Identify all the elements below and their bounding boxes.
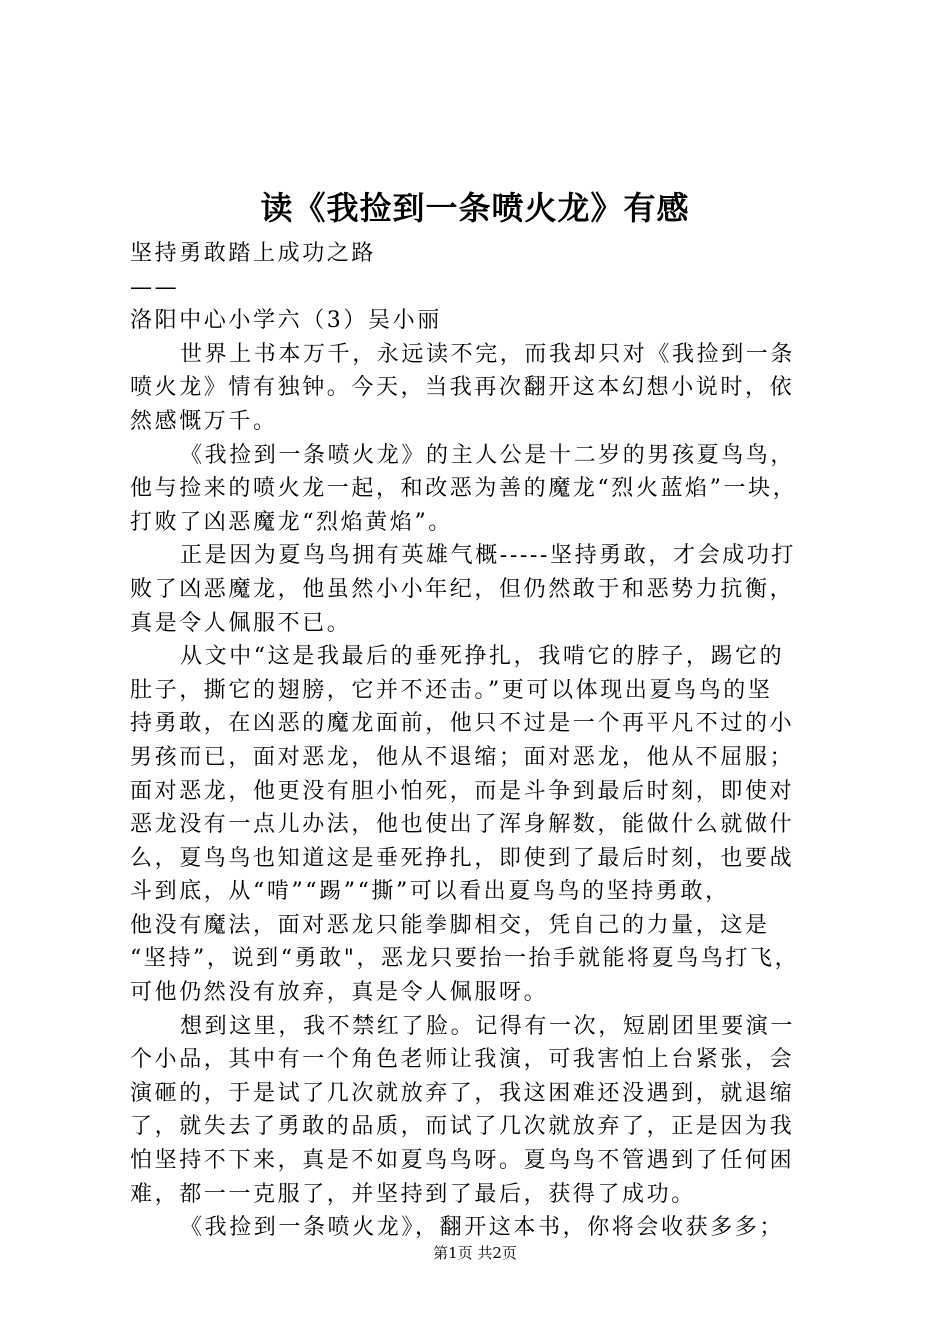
paragraph-line: 他与捡来的喷火龙一起，和改恶为善的魔龙“烈火蓝焰”一块， [130, 476, 798, 502]
paragraph-line: 真是令人佩服不已。 [130, 610, 352, 636]
paragraph-line: 世界上书本万千，永远读不完，而我却只对《我捡到一条 [180, 341, 796, 367]
paragraph-line: 么，夏鸟鸟也知道这是垂死挣扎，即使到了最后时刻，也要战 [130, 845, 795, 871]
paragraph-line: 《我捡到一条喷火龙》的主人公是十二岁的男孩夏鸟鸟， [180, 442, 796, 468]
paragraph [130, 1211, 850, 1245]
paragraph [130, 640, 850, 1010]
paragraph-line: 演砸的，于是试了几次就放弃了，我这困难还没遇到，就退缩 [130, 1080, 795, 1106]
paragraph-line: 正是因为夏鸟鸟拥有英雄气概-----坚持勇敢，才会成功打 [180, 543, 796, 569]
paragraph [130, 338, 850, 439]
paragraph-line: 想到这里，我不禁红了脸。记得有一次，短剧团里要演一 [180, 1013, 796, 1039]
paragraph-line: 打败了凶恶魔龙“烈焰黄焰”。 [130, 509, 453, 535]
paragraph-line: 然感慨万千。 [130, 408, 278, 434]
paragraph-line: 个小品，其中有一个角色老师让我演，可我害怕上台紧张，会 [130, 1047, 795, 1073]
paragraph-line: 怕坚持不下来，真是不如夏鸟鸟呀。夏鸟鸟不管遇到了任何困 [130, 1148, 795, 1174]
paragraph-line: 持勇敢，在凶恶的魔龙面前，他只不过是一个再平凡不过的小 [130, 711, 795, 737]
paragraph-line: 面对恶龙，他更没有胆小怕死，而是斗争到最后时刻，即使对 [130, 778, 795, 804]
paragraph-line: 可他仍然没有放弃，真是令人佩服呀。 [130, 980, 549, 1006]
document-title: 读《我捡到一条喷火龙》有感 [260, 189, 690, 227]
paragraph-line: 斗到底，从“啃”“踢”“撕”可以看出夏鸟鸟的坚持勇敢， [130, 879, 730, 905]
paragraph-line: 从文中“这是我最后的垂死挣扎，我啃它的脖子，踢它的 [180, 644, 785, 670]
paragraph-line: 《我捡到一条喷火龙》，翻开这本书，你将会收获多多； [180, 1215, 785, 1241]
author-line: 洛阳中心小学六（3）吴小丽 [130, 308, 442, 334]
paragraph-line: 恶龙没有一点儿办法，他也使出了浑身解数，能做什么就做什 [130, 812, 795, 838]
paragraph-line: 败了凶恶魔龙，他虽然小小年纪，但仍然敢于和恶势力抗衡， [130, 576, 795, 602]
paragraph [130, 439, 850, 540]
paragraph-line: “坚持”，说到“勇敢"，恶龙只要抬一抬手就能将夏鸟鸟打飞， [130, 946, 800, 972]
paragraph [130, 539, 850, 640]
subtitle-line: 坚持勇敢踏上成功之路 [130, 241, 377, 266]
paragraph-line: 难，都一一克服了，并坚持到了最后，获得了成功。 [130, 1181, 696, 1207]
page-footer: 第1页 共2页 [433, 1244, 517, 1262]
paragraph [130, 1010, 850, 1212]
paragraph-line: 男孩而已，面对恶龙，他从不退缩；面对恶龙，他从不屈服； [130, 744, 795, 770]
document-body [130, 237, 850, 1245]
paragraph-line: 肚子，撕它的翅膀，它并不还击。”更可以体现出夏鸟鸟的坚 [130, 677, 773, 703]
paragraph-line: 他没有魔法，面对恶龙只能拳脚相交，凭自己的力量，这是 [130, 912, 770, 938]
paragraph-line: 喷火龙》情有独钟。今天，当我再次翻开这本幻想小说时，依 [130, 375, 795, 401]
subtitle-dash: —— [130, 274, 180, 300]
paragraph-line: 了，就失去了勇敢的品质，而试了几次就放弃了，正是因为我 [130, 1114, 795, 1140]
